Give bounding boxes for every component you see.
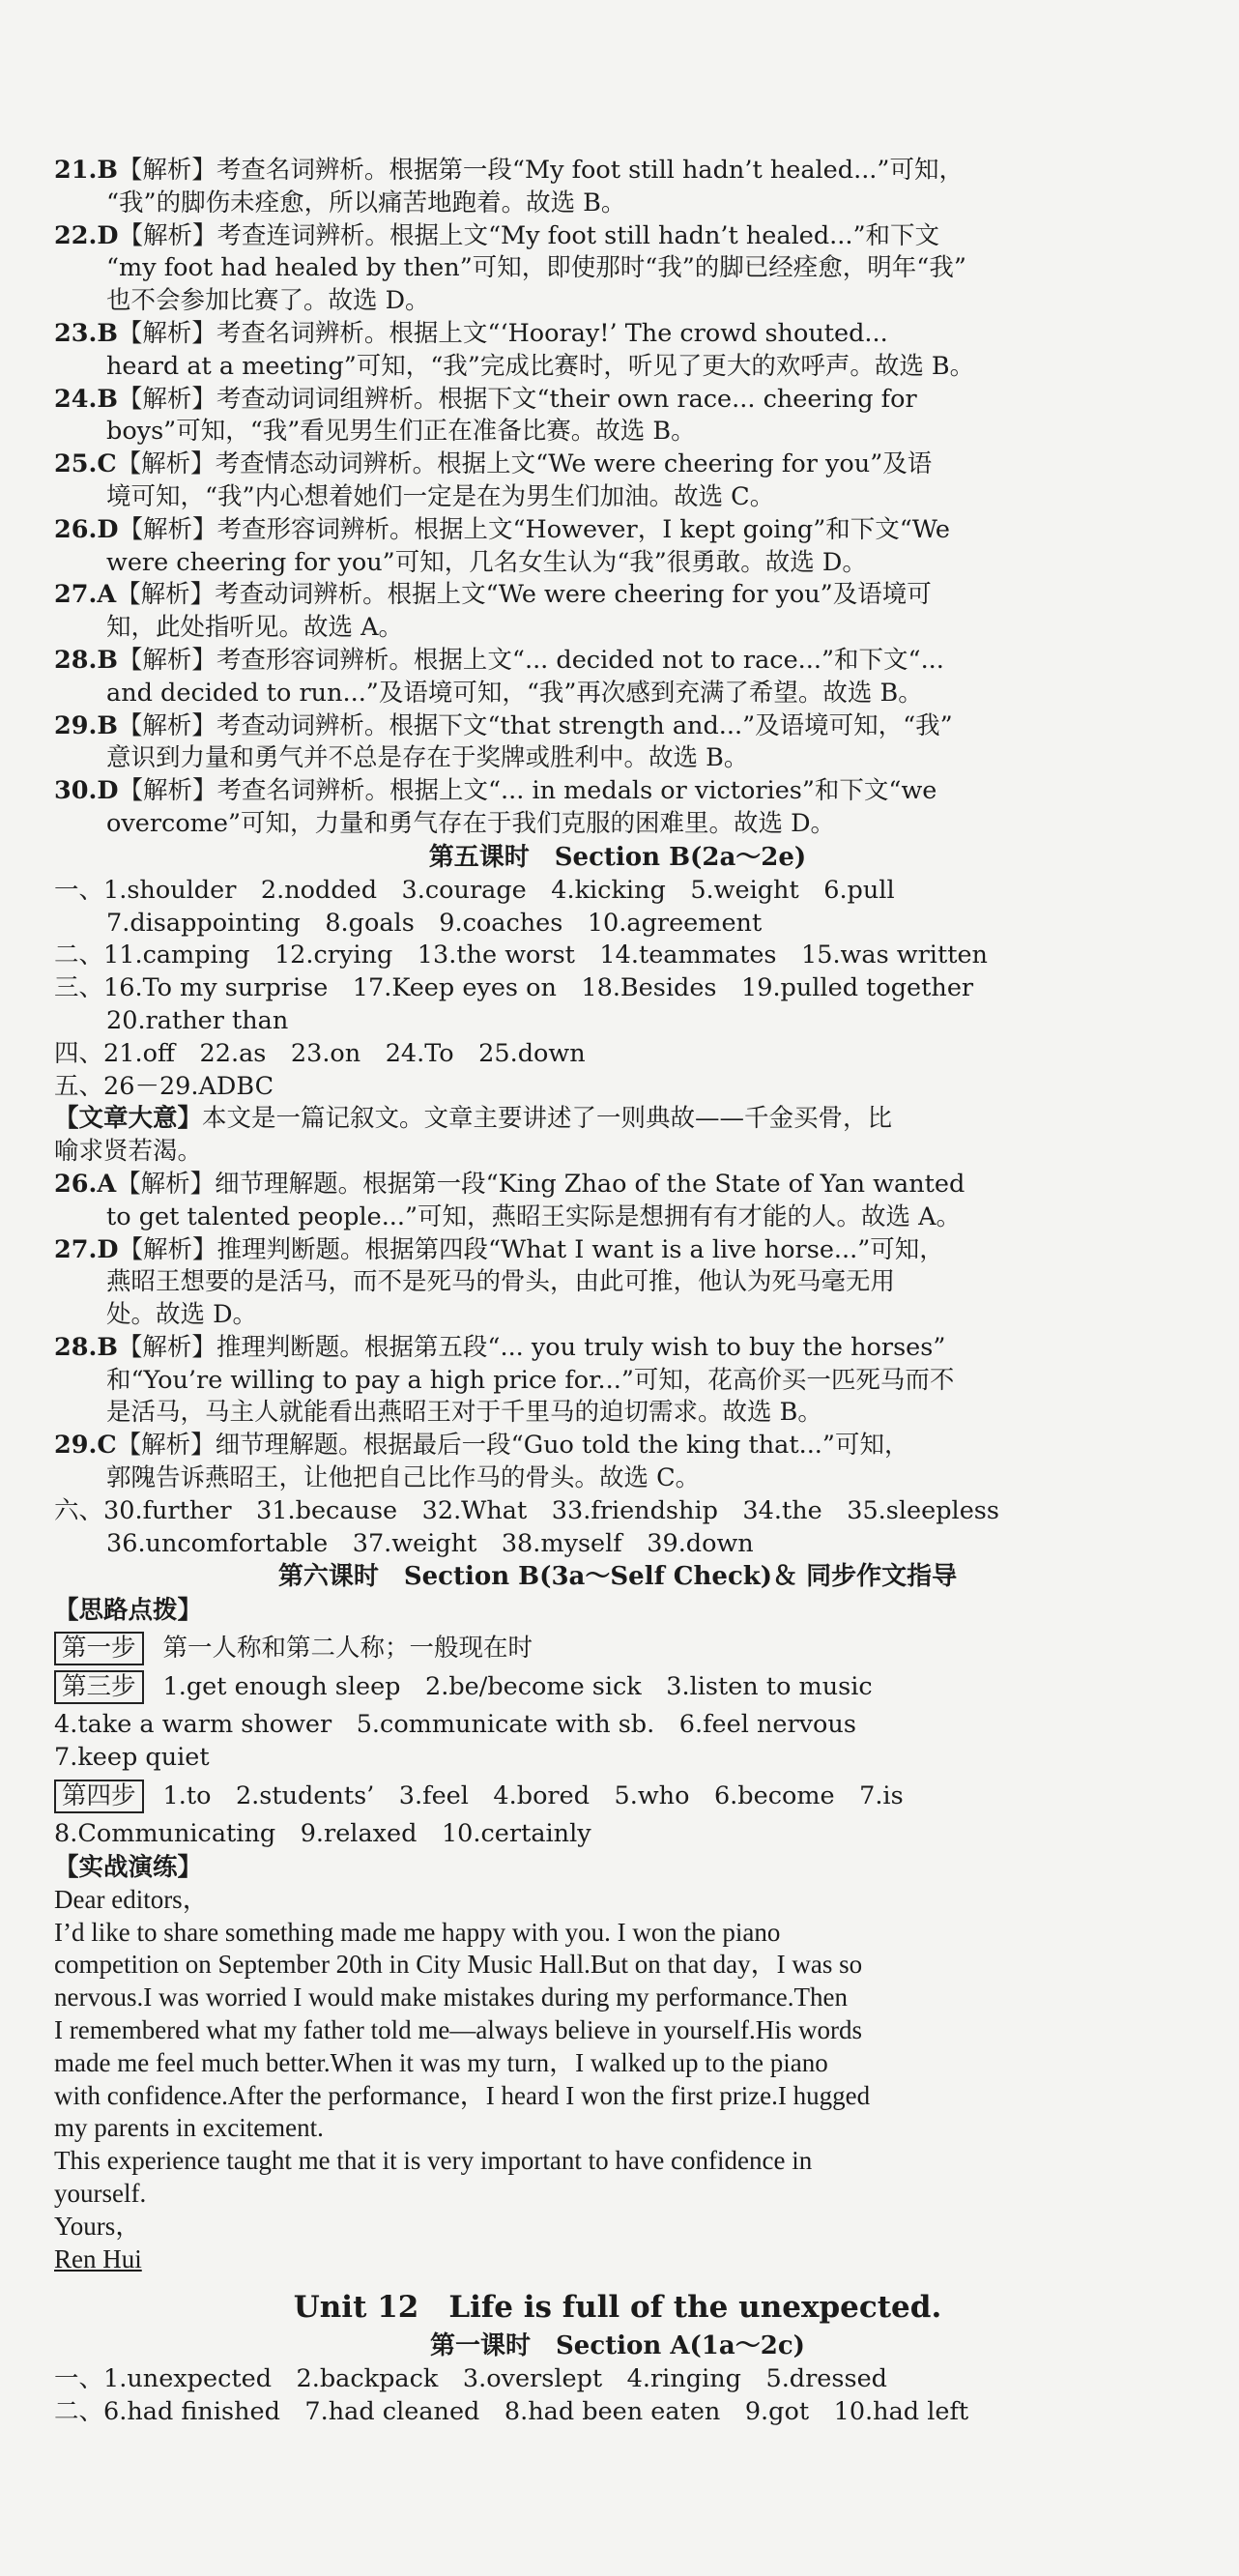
answer-continuation	[54, 481, 1181, 514]
answer-continuation	[54, 1299, 1181, 1332]
answer-line	[54, 1071, 1181, 1104]
lesson5-title: 第五课时 Section B(2a～2e)	[428, 842, 807, 872]
step-one-text: 第一人称和第二人称；一般现在时	[162, 1634, 533, 1664]
answer-item	[54, 1169, 1181, 1201]
essay-line: competition on September 20th in City Music Hall.But on that day，I was so	[54, 1950, 863, 1980]
section-prefix: 四、	[54, 1038, 104, 1068]
answer-line	[54, 1038, 1181, 1071]
essay-line: with confidence.After the performance，I heard I won the first prize.I hugged	[54, 2080, 871, 2110]
lesson5-section-six	[54, 1495, 1181, 1561]
heading-idea-guide: 【思路点拨】	[54, 1596, 203, 1626]
answer-continuation	[54, 808, 1181, 841]
step-four	[54, 1780, 1181, 1813]
answer-text: 21.off 22.as 23.on 24.To 25.down	[103, 1038, 586, 1068]
section-prefix: 三、	[54, 973, 104, 1003]
section-prefix: 二、	[54, 2397, 104, 2427]
answer-text: 【解析】推理判断题。根据第四段“What I want is a live horse...”可知，	[118, 1234, 944, 1264]
answer-continuation	[54, 285, 1181, 318]
answer-number: 29.C	[54, 1431, 117, 1461]
unit12-lesson-title: 第一课时 Section A(1a～2c)	[430, 2331, 805, 2361]
answer-continuation	[54, 612, 1181, 645]
answer-text: 意识到力量和勇气并不总是存在于奖牌或胜利中。故选 B。	[106, 743, 749, 773]
essay-line: I remembered what my father told me—always believe in yourself.His words	[54, 2015, 862, 2045]
section-prefix: 二、	[54, 941, 104, 970]
answer-text: 【解析】考查名词辨析。根据上文“... in medals or victories”和下文“we	[118, 776, 937, 806]
answer-number: 28.B	[54, 1332, 118, 1362]
answer-item	[54, 1332, 1181, 1365]
answer-continuation	[54, 1462, 1181, 1495]
answer-text: 【解析】细节理解题。根据最后一段“Guo told the king that...”可知，	[116, 1431, 909, 1461]
essay-line: my parents in excitement.	[54, 2113, 324, 2143]
summary-line	[54, 1103, 1181, 1136]
answer-text: 【解析】考查动词辨析。根据上文“We were cheering for you”及语境可	[116, 580, 932, 610]
answer-text: 燕昭王想要的是活马，而不是死马的骨头，由此可推，他认为死马毫无用	[106, 1267, 896, 1297]
answer-text: 16.To my surprise 17.Keep eyes on 18.Besides 19.pulled together	[103, 973, 974, 1003]
step-four-label: 第四步	[54, 1780, 144, 1813]
answer-text: 【解析】考查形容词辨析。根据上文“However，I kept going”和下文“We	[118, 514, 950, 544]
answer-text: 【解析】考查情态动词辨析。根据上文“We were cheering for you”及语	[116, 449, 933, 479]
step-one	[54, 1632, 1181, 1665]
answer-item	[54, 318, 1181, 351]
answer-text: 1.unexpected 2.backpack 3.overslept 4.ringing 5.dressed	[103, 2364, 887, 2394]
step-three-line-1: 1.get enough sleep 2.be/become sick 3.listen to music	[162, 1672, 873, 1702]
answer-text: boys”可知，“我”看见男生们正在准备比赛。故选 B。	[106, 417, 696, 447]
answer-text: 20.rather than	[106, 1005, 289, 1035]
answer-continuation	[54, 1201, 1181, 1234]
answer-text: heard at a meeting”可知，“我”完成比赛时，听见了更大的欢呼声。故选 B。	[106, 351, 975, 381]
answer-continuation	[54, 351, 1181, 384]
heading-practice: 【实战演练】	[54, 1852, 203, 1882]
answer-text: and decided to run...”及语境可知，“我”再次感到充满了希望。故选 B。	[106, 678, 923, 708]
answer-line	[54, 972, 1181, 1005]
section-prefix: 一、	[54, 2364, 104, 2394]
answer-number: 23.B	[54, 318, 118, 348]
answer-number: 27.D	[54, 1234, 119, 1264]
answer-text: 境可知，“我”内心想着她们一定是在为男生们加油。故选 C。	[106, 481, 775, 511]
essay-line: Yours，	[54, 2211, 142, 2241]
section-prefix: 六、	[54, 1495, 104, 1525]
essay-line: yourself.	[54, 2179, 147, 2209]
answer-item	[54, 155, 1181, 188]
step-three-line-3: 7.keep quiet	[54, 1743, 210, 1773]
answer-continuation	[54, 1266, 1181, 1299]
essay-line: I’d like to share something made me happy with you. I won the piano	[54, 1917, 781, 1947]
essay-line: nervous.I was worried I would make mistakes during my performance.Then	[54, 1983, 849, 2012]
answer-text: overcome”可知，力量和勇气存在于我们克服的困难里。故选 D。	[106, 808, 836, 838]
answer-text: 1.shoulder 2.nodded 3.courage 4.kicking 5.weight 6.pull	[103, 875, 895, 905]
answer-text: “我”的脚伤未痊愈，所以痛苦地跑着。故选 B。	[106, 188, 626, 217]
answer-continuation	[54, 678, 1181, 710]
section-prefix: 一、	[54, 875, 104, 905]
answer-block-21-30	[54, 155, 1181, 841]
answer-number: 22.D	[54, 220, 119, 250]
answer-line	[54, 2363, 1181, 2396]
answer-continuation	[54, 742, 1181, 775]
answer-text: 7.disappointing 8.goals 9.coaches 10.agreement	[106, 908, 763, 938]
answer-text: 6.had finished 7.had cleaned 8.had been eaten 9.got 10.had left	[103, 2397, 969, 2427]
essay-line: Dear editors，	[54, 1884, 209, 1914]
sample-essay	[54, 1884, 1181, 2276]
answer-line	[54, 1495, 1181, 1528]
essay-line: This experience taught me that it is very important to have confidence in	[54, 2146, 813, 2176]
answer-item	[54, 449, 1181, 481]
answer-text: “my foot had healed by then”可知，即使那时“我”的脚已经痊愈，明年“我”	[106, 253, 966, 283]
answer-line	[54, 2396, 1181, 2429]
answer-text: 11.camping 12.crying 13.the worst 14.teammates 15.was written	[103, 941, 988, 970]
answer-number: 24.B	[54, 384, 118, 414]
answer-text: 36.uncomfortable 37.weight 38.myself 39.down	[106, 1528, 754, 1558]
answer-item	[54, 1430, 1181, 1462]
answer-text: 【解析】考查名词辨析。根据上文“‘Hooray!’ The crowd shouted...	[117, 318, 888, 348]
answer-number: 28.B	[54, 645, 118, 675]
answer-item	[54, 220, 1181, 253]
lesson5-answers	[54, 875, 1181, 1104]
answer-line	[54, 1005, 1181, 1038]
essay-signature: Ren Hui	[54, 2243, 142, 2273]
unit12-title: Unit 12 Life is full of the unexpected.	[293, 2290, 942, 2326]
answer-item	[54, 775, 1181, 808]
answer-text: 【解析】考查名词辨析。根据第一段“My foot still hadn’t healed...”可知，	[117, 156, 964, 185]
answer-item	[54, 579, 1181, 612]
answer-continuation	[54, 547, 1181, 580]
answer-text: 郭隗告诉燕昭王，让他把自己比作马的骨头。故选 C。	[106, 1463, 701, 1493]
answer-text: 知，此处指听见。故选 A。	[106, 613, 404, 643]
answer-item	[54, 1234, 1181, 1267]
answer-item	[54, 710, 1181, 743]
answer-text: 30.further 31.because 32.What 33.friendship 34.the 35.sleepless	[103, 1495, 999, 1525]
answer-text: 【解析】考查连词辨析。根据上文“My foot still hadn’t healed...”和下文	[118, 220, 940, 250]
step-one-label: 第一步	[54, 1632, 144, 1665]
answer-text: 【解析】考查形容词辨析。根据上文“... decided not to race...”和下文“...	[117, 645, 944, 675]
answer-number: 26.D	[54, 514, 119, 544]
step-three-label: 第三步	[54, 1670, 144, 1704]
answer-text: 是活马，马主人就能看出燕昭王对于千里马的迫切需求。故选 B。	[106, 1398, 822, 1428]
step-four-line-1: 1.to 2.students’ 3.feel 4.bored 5.who 6.become 7.is	[162, 1781, 904, 1811]
answer-number: 25.C	[54, 449, 117, 479]
step-three	[54, 1670, 1181, 1704]
answer-continuation	[54, 1365, 1181, 1398]
answer-text: were cheering for you”可知，几名女生认为“我”很勇敢。故选 D。	[106, 547, 867, 577]
answer-continuation	[54, 252, 1181, 285]
answer-text: 【解析】推理判断题。根据第五段“... you truly wish to buy the horses”	[117, 1332, 946, 1362]
answer-continuation	[54, 416, 1181, 449]
answer-text: 和“You’re willing to pay a high price for...”可知，花高价买一匹死马而不	[106, 1365, 955, 1395]
answer-number: 27.A	[54, 580, 117, 610]
answer-number: 30.D	[54, 776, 119, 806]
answer-number: 29.B	[54, 710, 118, 740]
lesson6-title: 第六课时 Section B(3a～Self Check)＆ 同步作文指导	[277, 1562, 958, 1592]
essay-line: made me feel much better.When it was my turn，I walked up to the piano	[54, 2047, 828, 2077]
step-four-line-2: 8.Communicating 9.relaxed 10.certainly	[54, 1819, 591, 1849]
answer-number: 21.B	[54, 156, 118, 185]
answer-text: to get talented people...”可知，燕昭王实际是想拥有有才能的人。故选 A。	[106, 1201, 962, 1231]
answer-text: 处。故选 D。	[106, 1300, 258, 1330]
answer-line	[54, 940, 1181, 972]
answer-item	[54, 514, 1181, 547]
answer-text: 也不会参加比赛了。故选 D。	[106, 286, 430, 316]
unit12-answers	[54, 2363, 1181, 2429]
section-prefix: 五、	[54, 1071, 104, 1101]
lesson5-reading-answers	[54, 1169, 1181, 1495]
step-three-line-2: 4.take a warm shower 5.communicate with sb. 6.feel nervous	[54, 1710, 856, 1740]
answer-text: 【解析】细节理解题。根据第一段“King Zhao of the State of Yan wanted	[116, 1169, 965, 1199]
answer-item	[54, 384, 1181, 417]
answer-line	[54, 875, 1181, 908]
answer-continuation	[54, 1397, 1181, 1430]
answer-text: 26－29.ADBC	[103, 1071, 274, 1101]
answer-item	[54, 645, 1181, 678]
summary-label: 【文章大意】	[54, 1104, 203, 1134]
summary-text-1: 本文是一篇记叙文。文章主要讲述了一则典故——千金买骨，比	[202, 1104, 893, 1134]
answer-number: 26.A	[54, 1169, 117, 1199]
answer-line	[54, 908, 1181, 941]
answer-text: 【解析】考查动词辨析。根据下文“that strength and...”及语境可知，“我”	[117, 710, 953, 740]
answer-text: 【解析】考查动词词组辨析。根据下文“their own race... cheering for	[117, 384, 917, 414]
answer-continuation	[54, 188, 1181, 220]
summary-line-2: 喻求贤若渴。	[54, 1137, 203, 1167]
answer-line	[54, 1528, 1181, 1561]
